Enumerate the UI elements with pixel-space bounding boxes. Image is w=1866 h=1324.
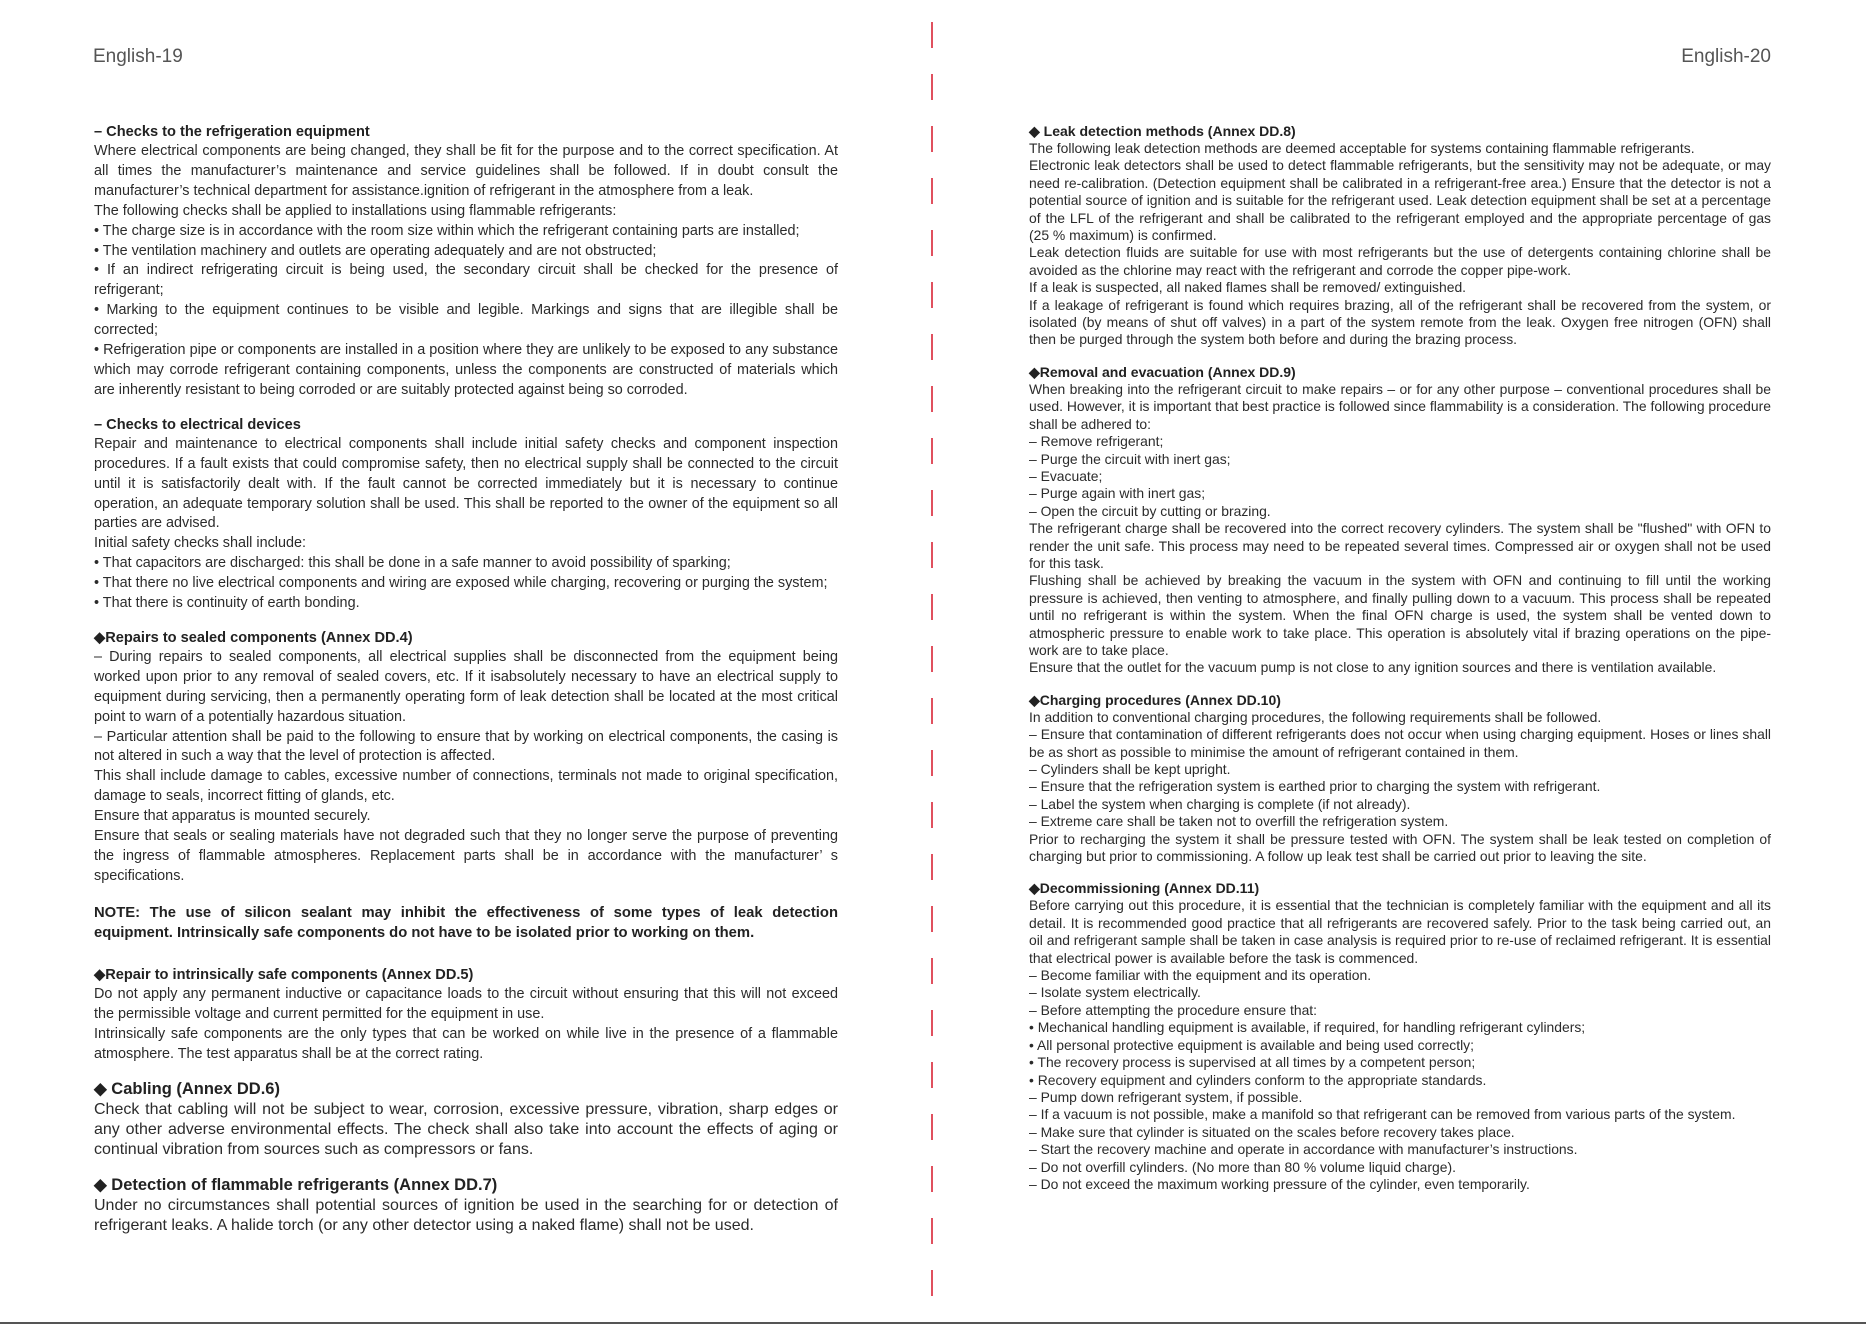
section-line: – Purge again with inert gas; <box>1029 485 1206 502</box>
section-heading: ◆ Cabling (Annex DD.6) <box>94 1080 280 1099</box>
section-line: The following checks shall be applied to installations using flammable refrigerants: <box>94 202 617 219</box>
section-heading: ◆Decommissioning (Annex DD.11) <box>1029 880 1260 897</box>
section <box>1029 122 1771 349</box>
section-line: The following leak detection methods are deemed acceptable for systems containing flammable refrigerants. <box>1029 140 1695 156</box>
section-line: – During repairs to sealed components, all electrical supplies shall be disconnected from the equipment being worked upon prior to any removal of sealed covers, etc. If it isabsolutely necessary to have an electrical supply to equipment during servicing, then a permanently operating form of leak detection shall be located at the most critical point to warn of a potentially hazardous situation. <box>94 648 838 725</box>
section-heading: ◆Charging procedures (Annex DD.10) <box>1029 691 1281 708</box>
section-line: – Extreme care shall be taken not to overfill the refrigeration system. <box>1029 813 1449 830</box>
section-line: Initial safety checks shall include: <box>94 535 306 552</box>
section-line: Prior to recharging the system it shall be pressure tested with OFN. The system shall be leak tested on completion of charging but prior to commissioning. A follow up leak test shall be carried out prior to leaving the site. <box>1029 830 1771 865</box>
section-line: – Purge the circuit with inert gas; <box>1029 450 1231 467</box>
section-line: Intrinsically safe components are the only types that can be worked on while live in the presence of a flammable atmosphere. The test apparatus shall be at the correct rating. <box>94 1025 838 1062</box>
page-number-left: English-19 <box>93 46 183 67</box>
section-line: – Ensure that the refrigeration system is earthed prior to charging the system with refrigerant. <box>1029 778 1601 795</box>
section-line: – Become familiar with the equipment and its operation. <box>1029 967 1372 984</box>
section-line: – Start the recovery machine and operate in accordance with manufacturer’s instructions. <box>1029 1141 1578 1158</box>
section-line: – Isolate system electrically. <box>1029 984 1201 1001</box>
left-sections <box>94 122 838 887</box>
section-line: – Cylinders shall be kept upright. <box>1029 761 1231 777</box>
left-sections-continued <box>94 965 838 1237</box>
section <box>1029 363 1771 677</box>
section <box>1029 879 1771 1193</box>
note-warning: NOTE: The use of silicon sealant may inhibit the effectiveness of some types of leak detection equipment. Intrinsically safe components do not have to be isolated prior to working on them. <box>94 904 838 941</box>
section <box>1029 691 1771 866</box>
section-heading: – Checks to the refrigeration equipment <box>94 124 370 140</box>
section-line: – Evacuate; <box>1029 467 1103 484</box>
section-line: Under no circumstances shall potential sources of ignition be used in the searching for or detection of refrigerant leaks. A halide torch (or any other detector using a naked flame) shall not be used. <box>94 1197 838 1235</box>
section <box>94 965 838 1065</box>
section-line: In addition to conventional charging procedures, the following requirements shall be followed. <box>1029 708 1602 725</box>
right-sections <box>1029 122 1771 1193</box>
section-line: Electronic leak detectors shall be used to detect flammable refrigerants, but the sensitivity may not be adequate, or may need re-calibration. (Detection equipment shall be calibrated in a refrigerant-free area.) Ensure that the detector is not a potential source of ignition and is suitable for the refrigerant used. Leak detection equipment shall be set at a percentage of the LFL of the refrigerant and shall be calibrated to the refrigerant employed and the appropriate percentage of gas (25 % maximum) is confirmed. <box>1029 157 1771 244</box>
section-line: • Marking to the equipment continues to be visible and legible. Markings and signs that are illegible shall be corrected; <box>94 302 838 339</box>
section-line: This shall include damage to cables, excessive number of connections, terminals not made to original specification, damage to seals, incorrect fitting of glands, etc. <box>94 768 838 805</box>
section <box>94 1078 838 1160</box>
section-line: – Pump down refrigerant system, if possible. <box>1029 1088 1303 1105</box>
section-line: – Do not exceed the maximum working pressure of the cylinder, even temporarily. <box>1029 1175 1530 1192</box>
section-line: – Make sure that cylinder is situated on the scales before recovery takes place. <box>1029 1123 1515 1140</box>
section-line: – Ensure that contamination of different refrigerants does not occur when using charging equipment. Hoses or lines shall be as short as possible to minimise the amount of refrigerant contained in them. <box>1029 726 1771 760</box>
section-heading: – Checks to electrical devices <box>94 416 301 433</box>
section-line: Before carrying out this procedure, it is essential that the technician is completely familiar with the equipment and all its detail. It is recommended good practice that all refrigerants are recovered safely. Prior to the task being carried out, an oil and refrigerant sample shall be taken in case analysis is required prior to re-use of reclaimed refrigerant. It is essential that electrical power is available before the task is commenced. <box>1029 897 1771 966</box>
section-line: Ensure that apparatus is mounted securely. <box>94 808 371 825</box>
section-line: • The ventilation machinery and outlets are operating adequately and are not obstructed; <box>94 242 657 259</box>
section-line: • The charge size is in accordance with the room size within which the refrigerant containing parts are installed; <box>94 222 800 239</box>
section-line: • The recovery process is supervised at all times by a competent person; <box>1029 1054 1476 1071</box>
section-line: If a leak is suspected, all naked flames shall be removed/ extinguished. <box>1029 279 1467 296</box>
section-line: • That capacitors are discharged: this shall be done in a safe manner to avoid possibility of sparking; <box>94 555 731 572</box>
section-line: Repair and maintenance to electrical components shall include initial safety checks and component inspection procedures. If a fault exists that could compromise safety, then no electrical supply shall be connected to the circuit until it is satisfactorily dealt with. If the fault cannot be corrected immediately but it is necessary to continue operation, an adequate temporary solution shall be used. This shall be reported to the owner of the equipment so all parties are advised. <box>94 435 838 532</box>
section-line: – Open the circuit by cutting or brazing. <box>1029 502 1271 519</box>
section-line: • Refrigeration pipe or components are installed in a position where they are unlikely to be exposed to any substance which may corrode refrigerant containing components, unless the components are constructed of materials which are inherently resistant to being corroded or are suitably protected against being so corroded. <box>94 342 838 398</box>
section-line: Ensure that the outlet for the vacuum pump is not close to any ignition sources and there is ventilation available. <box>1029 659 1717 676</box>
section-heading: ◆Removal and evacuation (Annex DD.9) <box>1029 363 1296 380</box>
center-fold-divider <box>931 22 933 1324</box>
section-line: The refrigerant charge shall be recovered into the correct recovery cylinders. The system shall be "flushed" with OFN to render the unit safe. This process may need to be repeated several times. Compressed air or oxygen shall not be used for this task. <box>1029 520 1771 571</box>
section-line: • That there is continuity of earth bonding. <box>94 595 360 612</box>
section-line: When breaking into the refrigerant circuit to make repairs – or for any other purpose – conventional procedures shall be used. However, it is important that best practice is followed since flammability is a consideration. The following procedure shall be adhered to: <box>1029 380 1771 432</box>
section-line: Flushing shall be achieved by breaking the vacuum in the system with OFN and continuing to fill until the working pressure is achieved, then venting to atmosphere, and finally pulling down to a vacuum. This process shall be repeated until no refrigerant is within the system. When the final OFN charge is used, the system shall be vented down to atmospheric pressure to enable work to take place. This operation is absolutely vital if brazing operations on the pipe-work are to take place. <box>1029 572 1771 658</box>
section-line: • All personal protective equipment is available and being used correctly; <box>1029 1036 1474 1053</box>
section-line: Ensure that seals or sealing materials have not degraded such that they no longer serve the purpose of preventing the ingress of flammable atmospheres. Replacement parts shall be in accordance with the manufacturer’ s specifications. <box>94 828 838 884</box>
section-line: Leak detection fluids are suitable for use with most refrigerants but the use of detergents containing chlorine shall be avoided as the chlorine may react with the refrigerant and corrode the copper pipe-work. <box>1029 244 1771 278</box>
section-line: – Before attempting the procedure ensure that: <box>1029 1001 1318 1018</box>
section-line: • If an indirect refrigerating circuit is being used, the secondary circuit shall be checked for the presence of refrigerant; <box>94 262 838 299</box>
section-line: Check that cabling will not be subject to wear, corrosion, excessive pressure, vibration, sharp edges or any other adverse environmental effects. The check shall also take into account the effects of aging or continual vibration from sources such as compressors or fans. <box>94 1101 838 1159</box>
section <box>94 122 838 401</box>
section-heading: ◆ Detection of flammable refrigerants (Annex DD.7) <box>94 1176 498 1195</box>
section-heading: ◆Repairs to sealed components (Annex DD.4) <box>94 629 413 646</box>
section-heading: ◆Repair to intrinsically safe components (Annex DD.5) <box>94 966 474 983</box>
section-line: – Remove refrigerant; <box>1029 433 1164 450</box>
section-line: Do not apply any permanent inductive or capacitance loads to the circuit without ensuring that this will not exceed the permissible voltage and current permitted for the equipment in use. <box>94 985 838 1022</box>
section <box>94 1174 838 1236</box>
section-line: • Mechanical handling equipment is available, if required, for handling refrigerant cylinders; <box>1029 1019 1586 1036</box>
section-line: If a leakage of refrigerant is found which requires brazing, all of the refrigerant shall be recovered from the system, or isolated (by means of shut off valves) in a part of the system remote from the leak. Oxygen free nitrogen (OFN) shall then be purged through the system both before and during the brazing process. <box>1029 296 1771 348</box>
section-line: – If a vacuum is not possible, make a manifold so that refrigerant can be removed from various parts of the system. <box>1029 1106 1736 1123</box>
right-page-column <box>1029 122 1771 1207</box>
section-line: • That there no live electrical components and wiring are exposed while charging, recovering or purging the system; <box>94 575 828 592</box>
section-line: – Label the system when charging is complete (if not already). <box>1029 795 1411 812</box>
left-page-column <box>94 122 838 1250</box>
section-line: – Particular attention shall be paid to the following to ensure that by working on electrical components, the casing is not altered in such a way that the level of protection is affected. <box>94 728 838 765</box>
section-line: Where electrical components are being changed, they shall be fit for the purpose and to the correct specification. At all times the manufacturer’s maintenance and service guidelines shall be followed. If in doubt consult the manufacturer’s technical department for assistance.ignition of refrigerant in the atmosphere from a leak. <box>94 143 838 199</box>
page-number-right: English-20 <box>1681 46 1771 67</box>
section-line: • Recovery equipment and cylinders conform to the appropriate standards. <box>1029 1071 1487 1088</box>
section-line: – Do not overfill cylinders. (No more than 80 % volume liquid charge). <box>1029 1158 1456 1175</box>
section <box>94 628 838 887</box>
section <box>94 415 838 614</box>
section-heading: ◆ Leak detection methods (Annex DD.8) <box>1029 123 1296 139</box>
